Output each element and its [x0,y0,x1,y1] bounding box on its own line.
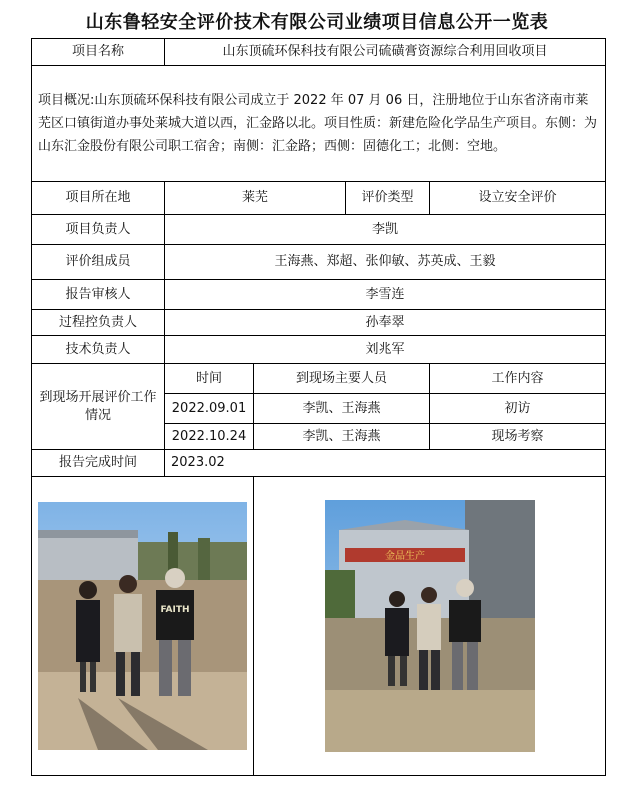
row-completion [32,450,606,477]
photo-cell-right [254,477,606,776]
visit-people: 李凯、王海燕 [254,424,430,450]
info-table [31,38,606,776]
visit-label: 到现场开展评价工作情况 [32,364,165,450]
completion-label: 报告完成时间 [32,450,165,477]
row-overview [32,66,606,182]
location-label: 项目所在地 [32,182,165,215]
row-members [32,245,606,280]
reviewer-value: 李雪连 [165,280,606,310]
row-reviewer [32,280,606,310]
completion-value: 2023.02 [165,450,606,477]
tech-value: 刘兆军 [165,336,606,364]
row-project-name [32,39,606,66]
site-photo-left [38,502,247,750]
process-value: 孙奉翠 [165,310,606,336]
members-value: 王海燕、郑超、张仰敏、苏英成、王毅 [165,245,606,280]
leader-value: 李凯 [165,215,606,245]
visit-date: 2022.10.24 [165,424,254,450]
site-photo-left-image [38,502,247,750]
visit-header-content: 工作内容 [430,364,606,394]
row-location [32,182,606,215]
project-name-label: 项目名称 [32,39,165,66]
members-label: 评价组成员 [32,245,165,280]
project-overview: 项目概况:山东顶硫环保科技有限公司成立于 2022 年 07 月 06 日，注册地位于山东省济南市莱芜区口镇街道办事处莱城大道以西，汇金路以北。项目性质：新建危险化学品生产项目。东侧：为山东汇金股份有限公司职工宿舍；南侧：汇金路；西侧：固德化工；北侧：空地。 [32,66,606,182]
row-tech [32,336,606,364]
visit-people: 李凯、王海燕 [254,394,430,424]
visit-date: 2022.09.01 [165,394,254,424]
location-value: 莱芜 [165,182,346,215]
visit-header-people: 到现场主要人员 [254,364,430,394]
leader-label: 项目负责人 [32,215,165,245]
visit-content: 现场考察 [430,424,606,450]
visit-content: 初访 [430,394,606,424]
tech-label: 技术负责人 [32,336,165,364]
eval-type-label: 评价类型 [346,182,430,215]
site-photo-right [325,500,535,752]
jersey-text: FAITH [160,605,190,615]
site-photo-right-image [325,500,535,752]
process-label: 过程控负责人 [32,310,165,336]
row-photos [32,477,606,776]
reviewer-label: 报告审核人 [32,280,165,310]
factory-sign-text: 金品生产 [384,551,425,562]
row-visit-header [32,364,606,394]
visit-header-date: 时间 [165,364,254,394]
eval-type-value: 设立安全评价 [430,182,606,215]
project-name-value: 山东顶硫环保科技有限公司硫磺膏资源综合利用回收项目 [165,39,606,66]
photo-cell-left [32,477,254,776]
page-title: 山东鲁轻安全评价技术有限公司业绩项目信息公开一览表 [85,12,549,33]
row-leader [32,215,606,245]
row-process [32,310,606,336]
